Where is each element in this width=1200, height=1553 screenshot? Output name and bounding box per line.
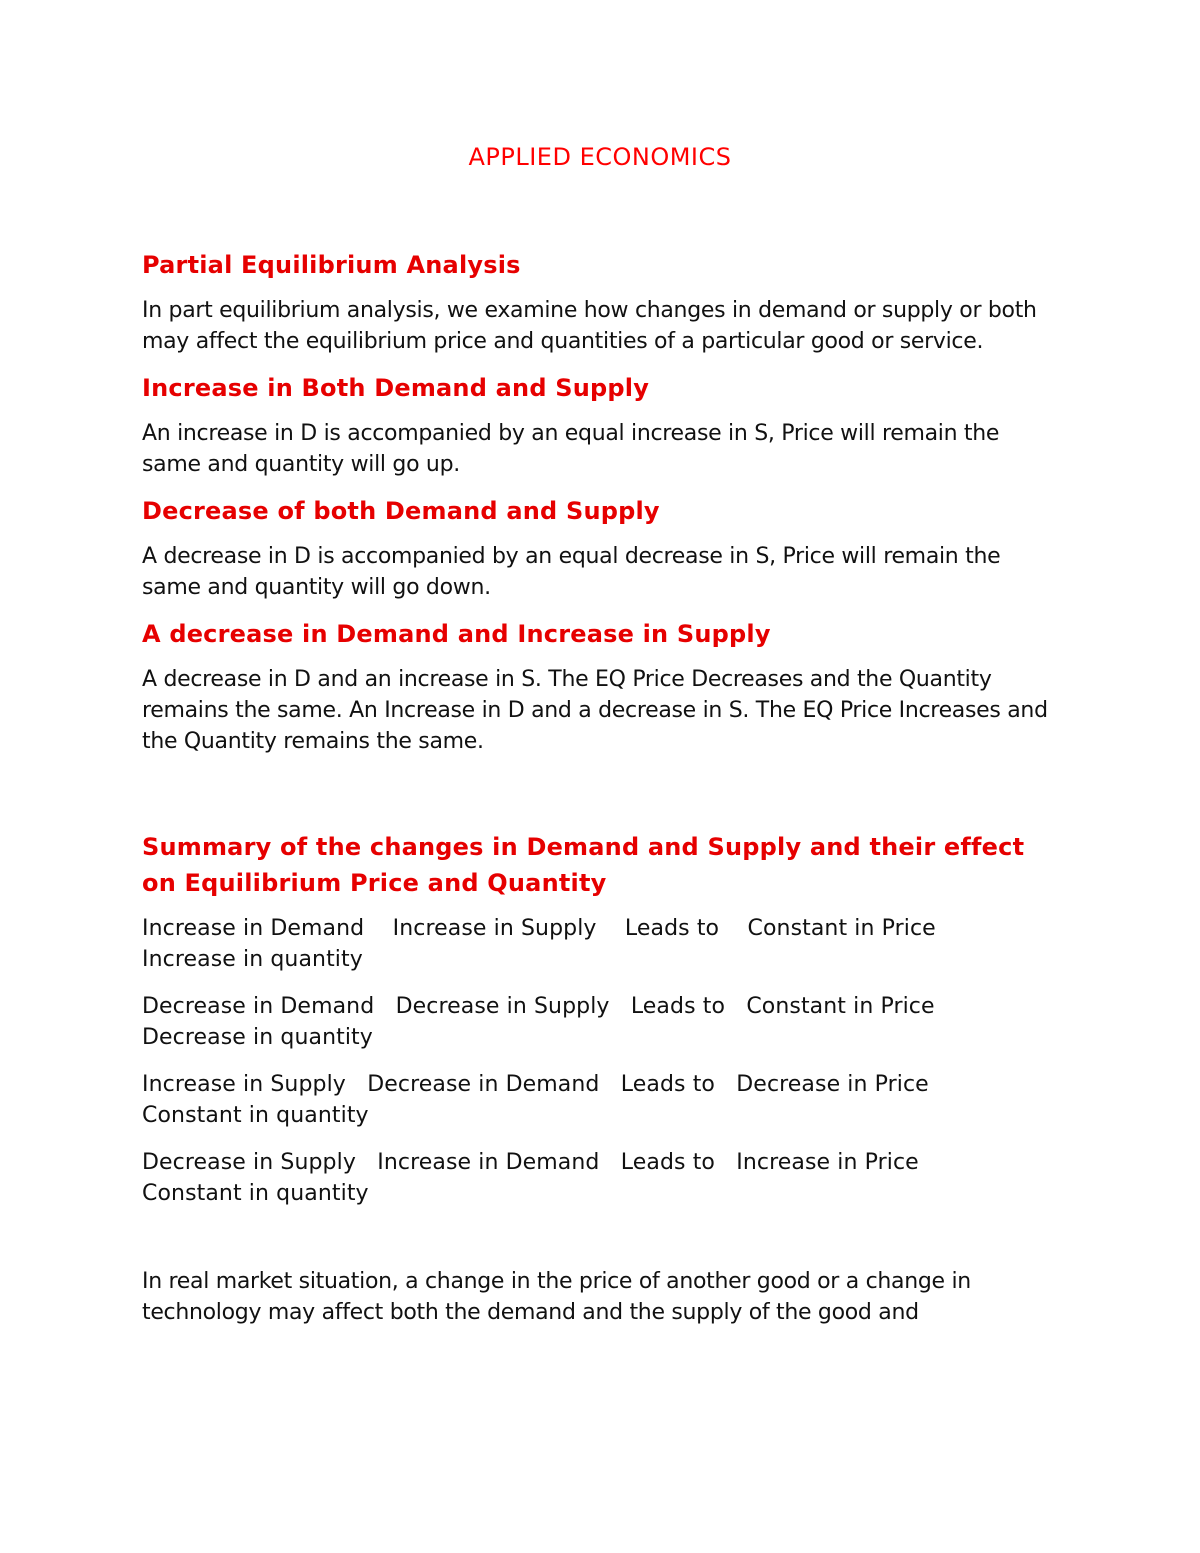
summary-row-quantity-effect: Constant in quantity [142, 1181, 369, 1206]
summary-row-cause-1: Increase in Demand [142, 916, 365, 941]
summary-row-cause-2: Increase in Demand [377, 1150, 600, 1175]
summary-row-cause-1: Decrease in Supply [142, 1150, 356, 1175]
closing-paragraph: In real market situation, a change in the price of another good or a change in technology may affect both the demand and the supply of the good and [142, 1269, 971, 1325]
section-body-increase-both: An increase in D is accompanied by an equal increase in S, Price will remain the same and quantity will go up. [142, 421, 1000, 477]
summary-row-leads-to: Leads to [620, 1072, 715, 1097]
summary-row-price-effect: Increase in Price [736, 1150, 919, 1175]
summary-row-quantity-effect: Increase in quantity [142, 947, 363, 972]
summary-row-cause-2: Decrease in Supply [395, 994, 610, 1019]
summary-row-cause-1: Increase in Supply [142, 1072, 346, 1097]
summary-row-quantity-effect: Constant in quantity [142, 1103, 369, 1128]
summary-heading: Summary of the changes in Demand and Supply and their effect on Equilibrium Price and Quantity [142, 833, 1025, 897]
section-heading-decrease-both: Decrease of both Demand and Supply [142, 497, 660, 525]
summary-row [142, 1147, 1062, 1209]
summary-row [142, 991, 1062, 1053]
summary-row-cause-2: Decrease in Demand [367, 1072, 600, 1097]
summary-row-quantity-effect: Decrease in quantity [142, 1025, 373, 1050]
section-body-partial-equilibrium: In part equilibrium analysis, we examine how changes in demand or supply or both may affect the equilibrium price and quantities of a particular good or service. [142, 298, 1037, 354]
summary-row [142, 913, 1062, 975]
summary-row-cause-2: Increase in Supply [392, 916, 597, 941]
summary-row [142, 1069, 1062, 1131]
summary-row-price-effect: Constant in Price [747, 916, 936, 941]
section-heading-partial-equilibrium: Partial Equilibrium Analysis [142, 251, 521, 279]
document-body [142, 247, 1062, 1328]
document-title: APPLIED ECONOMICS [468, 143, 732, 171]
summary-row-leads-to: Leads to [620, 1150, 715, 1175]
section-body-decrease-both: A decrease in D is accompanied by an equal decrease in S, Price will remain the same and quantity will go down. [142, 544, 1001, 600]
summary-row-leads-to: Leads to [630, 994, 726, 1019]
section-body-decrease-demand-increase-supply: A decrease in D and an increase in S. The EQ Price Decreases and the Quantity remains the same. An Increase in D and a decrease in S. The EQ Price Increases and the Quantity remains the same. [142, 667, 1048, 754]
summary-row-cause-1: Decrease in Demand [142, 994, 375, 1019]
summary-row-price-effect: Decrease in Price [736, 1072, 929, 1097]
section-heading-increase-both: Increase in Both Demand and Supply [142, 374, 650, 402]
summary-row-price-effect: Constant in Price [746, 994, 935, 1019]
summary-row-leads-to: Leads to [624, 916, 720, 941]
section-heading-decrease-demand-increase-supply: A decrease in Demand and Increase in Supply [142, 620, 771, 648]
